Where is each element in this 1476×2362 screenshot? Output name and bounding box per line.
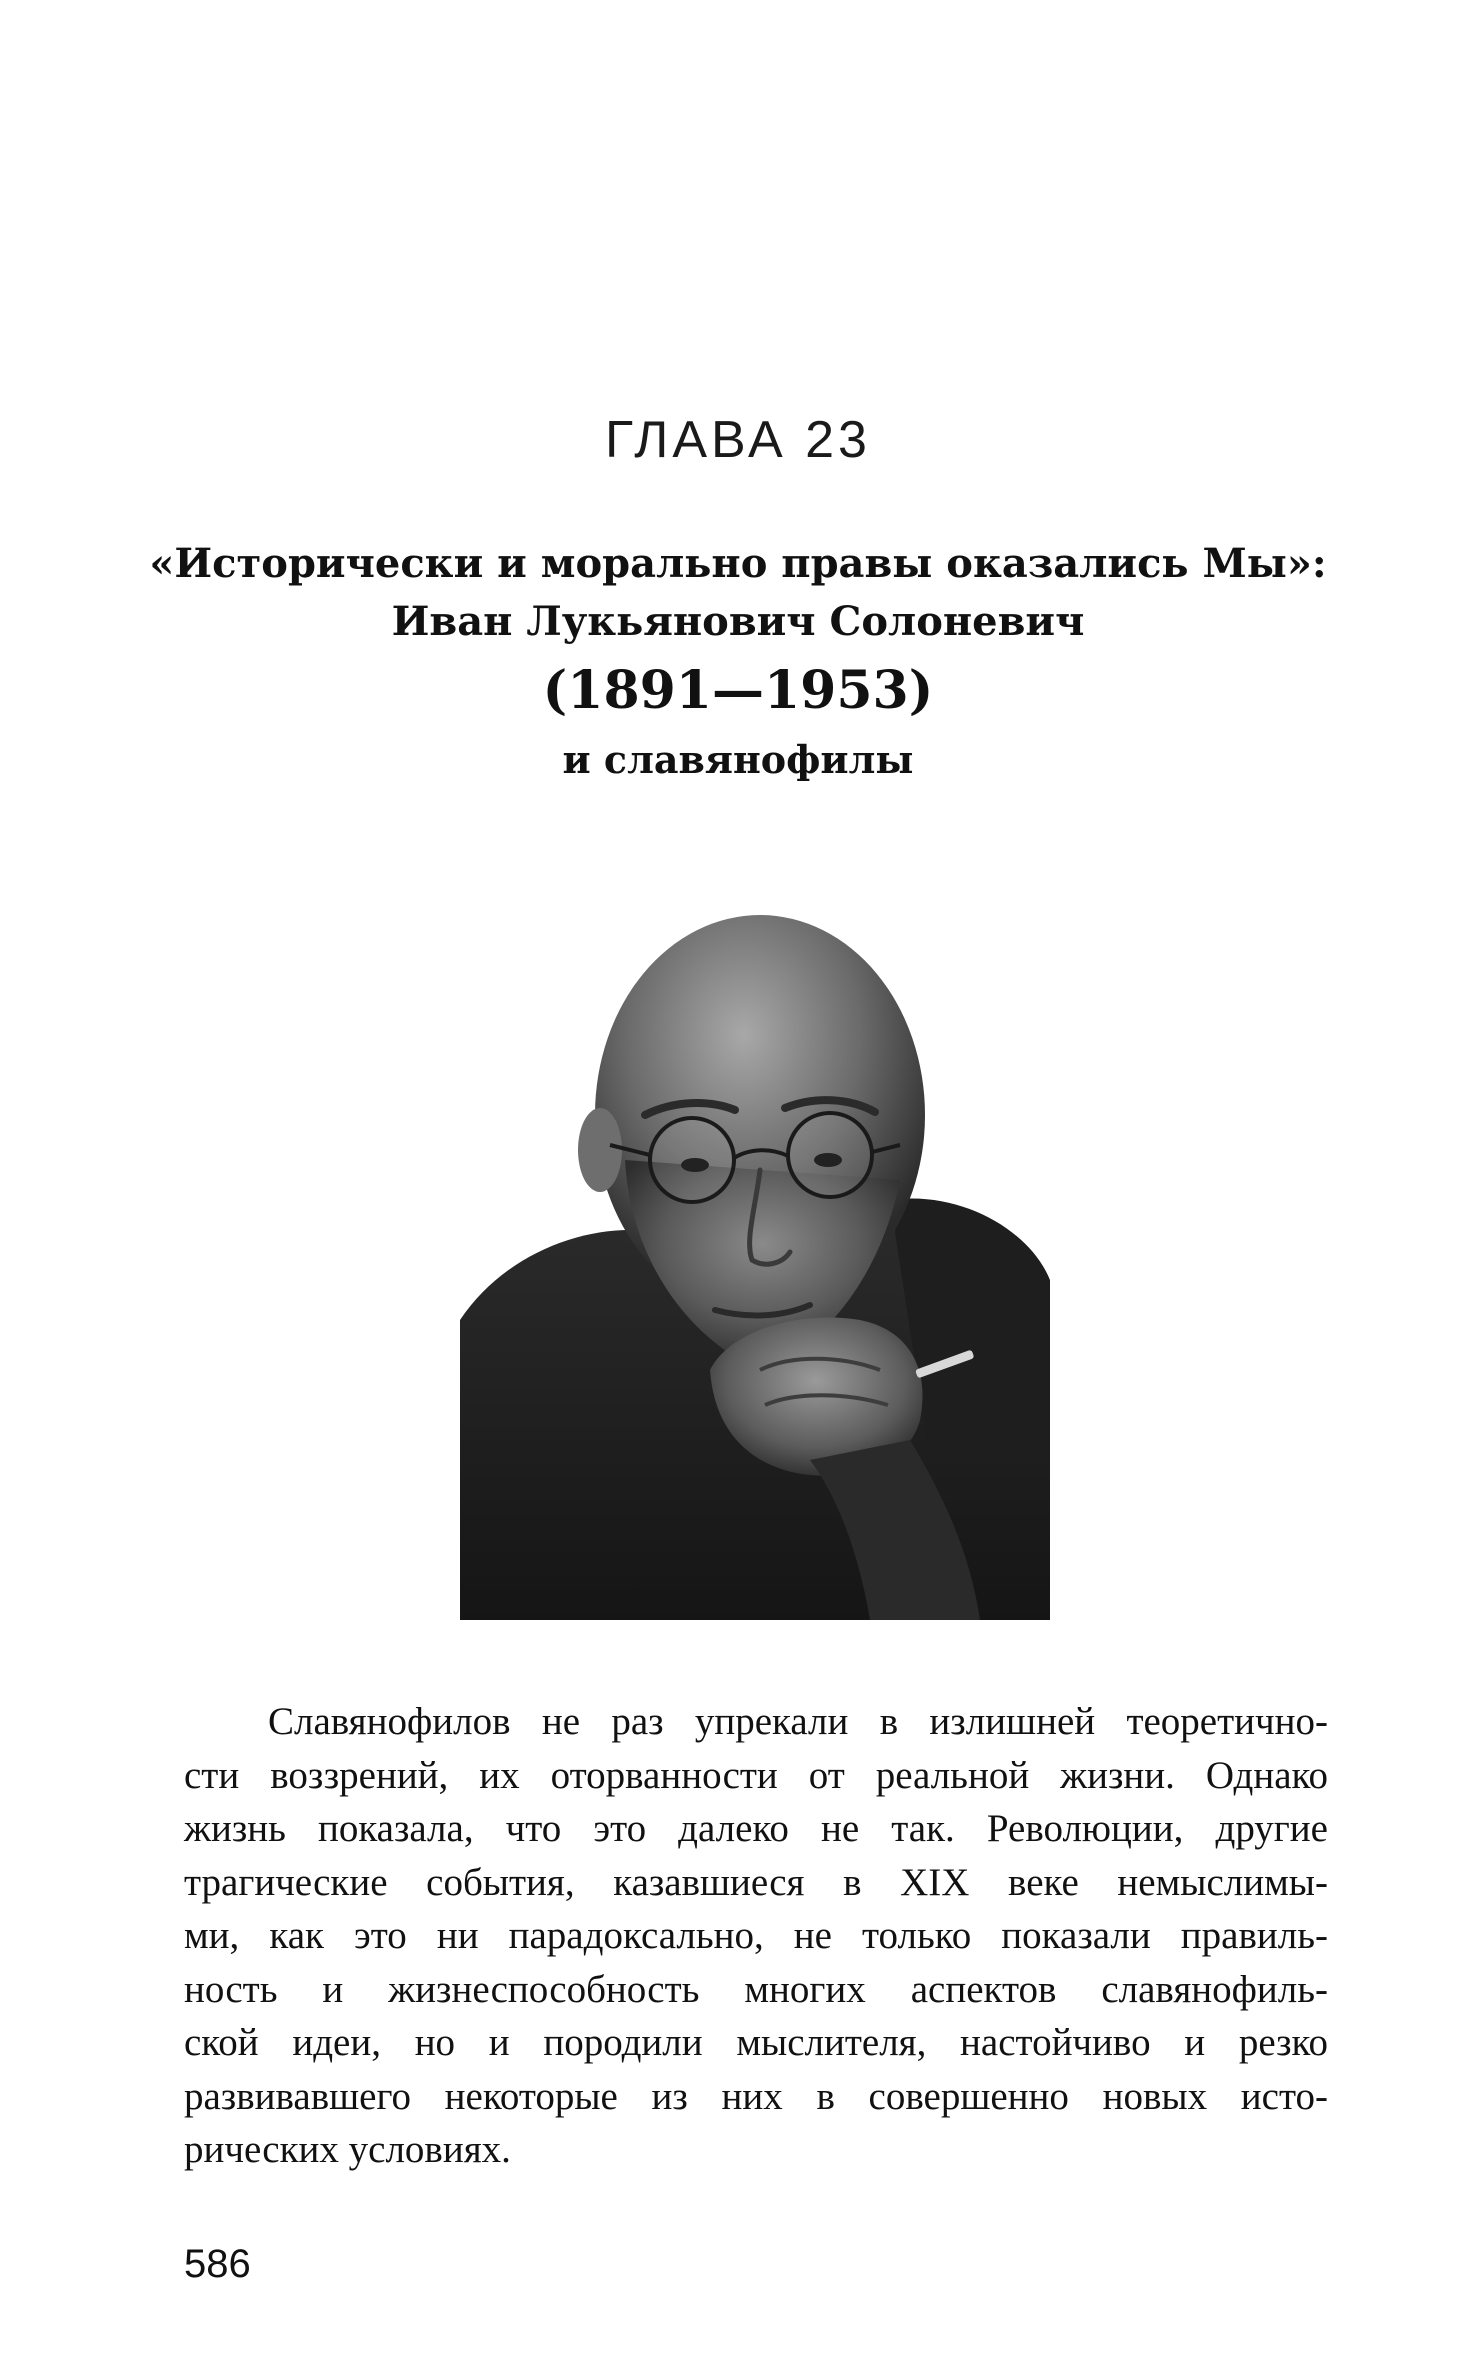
chapter-title-line-1: «Исторически и морально правы оказались Мы»: <box>149 540 1327 587</box>
body-line: сти воззрений, их оторванности от реальной жизни. Однако <box>184 1753 1328 1797</box>
body-line: ми, как это ни парадоксально, не только показали правиль- <box>184 1914 1328 1957</box>
body-line: трагические события, казавшиеся в XIX веке немыслимы- <box>184 1860 1328 1904</box>
chapter-title-years: (1891—1953) <box>542 660 934 721</box>
body-paragraph <box>184 1695 1328 2177</box>
chapter-label: ГЛАВА 23 <box>605 411 871 469</box>
chapter-title-line-2: Иван Лукьянович Солоневич <box>391 598 1085 645</box>
body-line: рических условиях. <box>184 2128 511 2171</box>
chapter-title <box>120 535 1356 789</box>
portrait-photo <box>460 900 1050 1620</box>
body-line: ской идеи, но и породили мыслителя, настойчиво и резко <box>184 2021 1328 2064</box>
body-line: жизнь показала, что это далеко не так. Революции, другие <box>184 1807 1328 1850</box>
page-number: 586 <box>184 2242 251 2286</box>
chapter-subtitle: и славянофилы <box>562 737 914 782</box>
body-line: развивавшего некоторые из них в совершенно новых исто- <box>184 2074 1328 2118</box>
body-line: ность и жизнеспособность многих аспектов славянофиль- <box>184 1967 1328 2011</box>
body-line: Славянофилов не раз упрекали в излишней теоретично- <box>268 1700 1328 1743</box>
